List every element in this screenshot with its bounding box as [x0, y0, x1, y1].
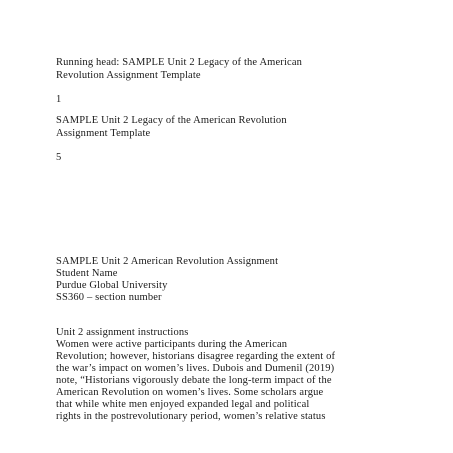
- running-head-line-1: Running head: SAMPLE Unit 2 Legacy of the American: [56, 57, 303, 68]
- body-line: Revolution; however, historians disagree regarding the extent of: [56, 351, 336, 362]
- student-name: Student Name: [56, 268, 118, 279]
- university-name: Purdue Global University: [56, 280, 168, 291]
- document-title-line-1: SAMPLE Unit 2 Legacy of the American Revolution: [56, 115, 287, 126]
- body-line: Women were active participants during the American: [56, 339, 288, 350]
- body-line: that while white men enjoyed expanded legal and political: [56, 399, 310, 410]
- cover-title: SAMPLE Unit 2 American Revolution Assignment: [56, 256, 279, 267]
- body-line: rights in the postrevolutionary period, women’s relative status: [56, 411, 326, 422]
- body-line: American Revolution on women’s lives. Some scholars argue: [56, 387, 324, 398]
- instructions-heading: Unit 2 assignment instructions: [56, 327, 189, 338]
- document-title-line-2: Assignment Template: [56, 128, 151, 139]
- body-line: note, “Historians vigorously debate the long-term impact of the: [56, 375, 332, 386]
- running-head-line-2: Revolution Assignment Template: [56, 70, 201, 81]
- course-section: SS360 – section number: [56, 292, 162, 303]
- body-line: the war’s impact on women’s lives. Dubois and Dumenil (2019): [56, 363, 335, 374]
- page-number-secondary: 5: [56, 152, 62, 163]
- page-number: 1: [56, 94, 62, 105]
